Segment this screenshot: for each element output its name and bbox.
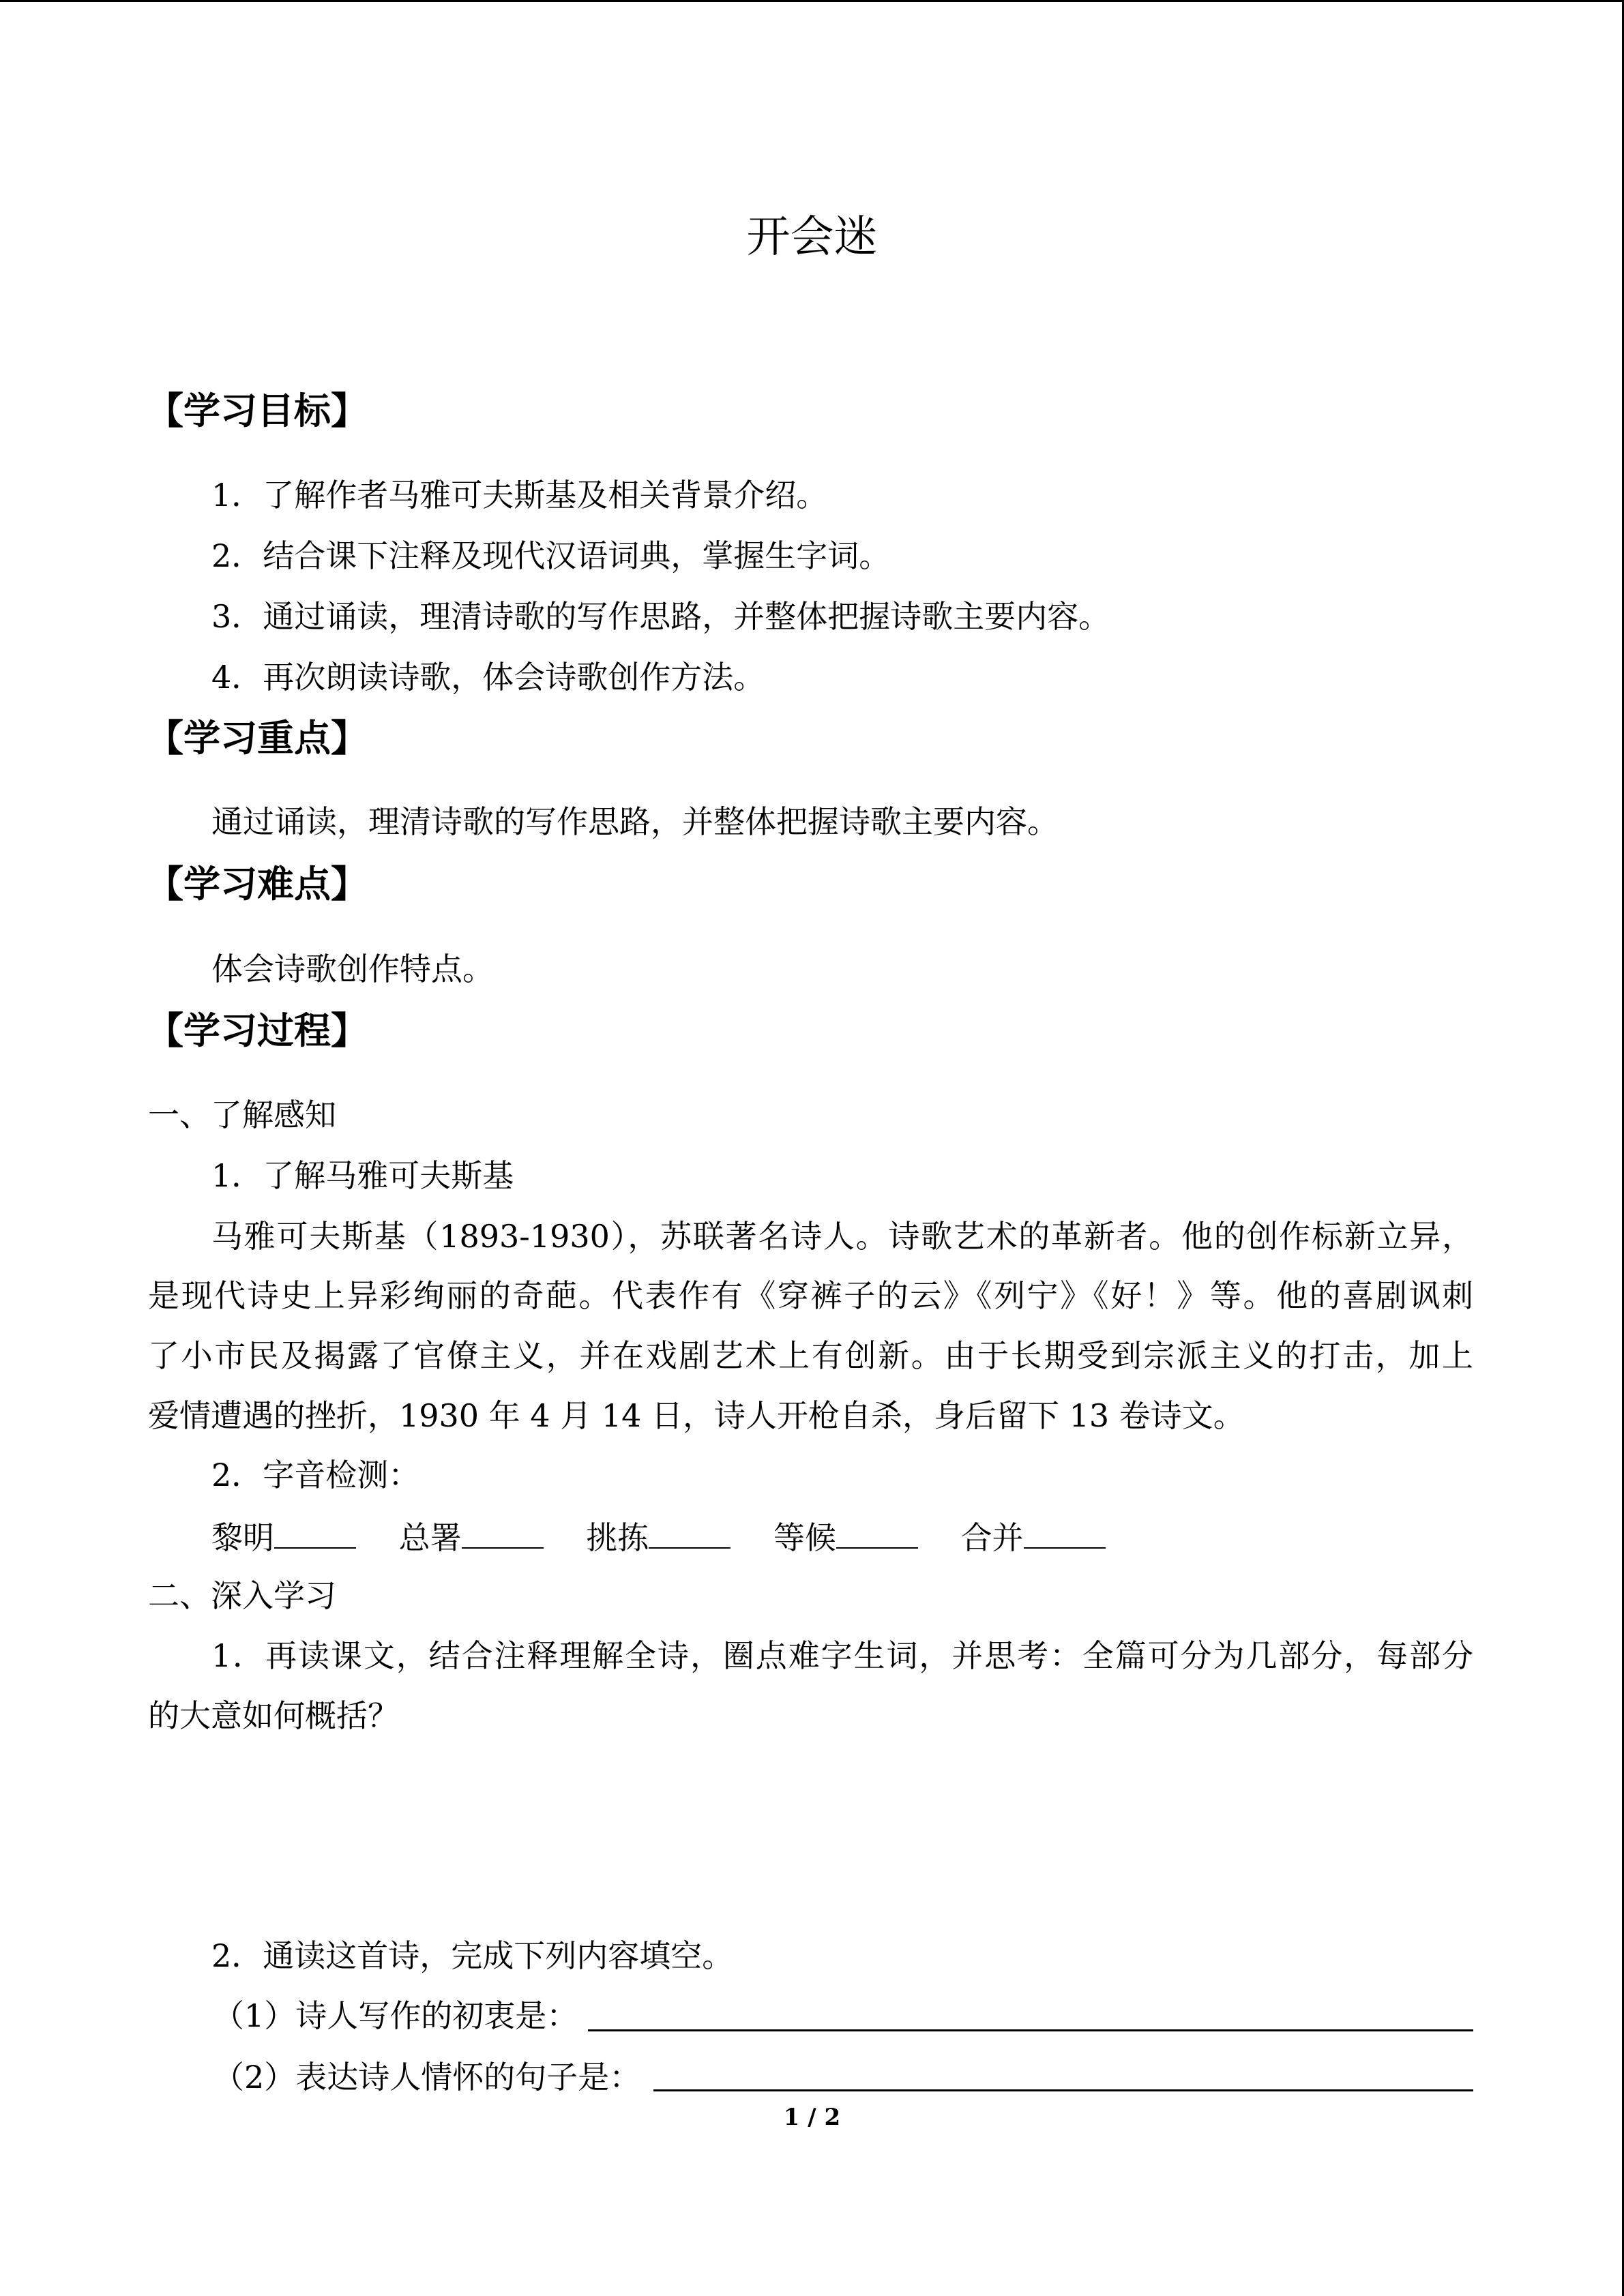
- goal-item: 3．通过诵读，理清诗歌的写作思路，并整体把握诗歌主要内容。: [211, 598, 1110, 635]
- part2-heading: 二、深入学习: [148, 1577, 336, 1614]
- key-point-text: 通过诵读，理清诗歌的写作思路，并整体把握诗歌主要内容。: [211, 803, 1059, 840]
- part1-item2-title: 2．字音检测：: [211, 1457, 420, 1493]
- pinyin-blank[interactable]: [1024, 1516, 1106, 1549]
- answer-line-2[interactable]: [653, 2089, 1473, 2091]
- section-heading-goals: 【学习目标】: [147, 389, 368, 432]
- word-label: 总署: [398, 1519, 462, 1556]
- bio-line: 马雅可夫斯基（1893-1930），苏联著名诗人。诗歌艺术的革新者。他的创作标新立异，: [211, 1218, 1473, 1255]
- pronunciation-row: [211, 1516, 1480, 1558]
- goal-item: 2．结合课下注释及现代汉语词典，掌握生字词。: [211, 537, 891, 574]
- goal-item: 1．了解作者马雅可夫斯基及相关背景介绍。: [211, 477, 828, 513]
- question-2-title: 2．通读这首诗，完成下列内容填空。: [211, 1937, 734, 1974]
- page-border-top: [0, 0, 1624, 2]
- answer-line-1[interactable]: [588, 2029, 1473, 2031]
- pinyin-blank[interactable]: [274, 1516, 356, 1549]
- pinyin-blank[interactable]: [649, 1516, 730, 1549]
- word-label: 合并: [960, 1519, 1024, 1556]
- question-1-line: 的大意如何概括？: [148, 1697, 399, 1734]
- pinyin-blank[interactable]: [462, 1516, 544, 1549]
- bio-line: 爱情遭遇的挫折，1930 年 4 月 14 日，诗人开枪自杀，身后留下 13 卷诗文。: [148, 1397, 1245, 1434]
- part1-heading: 一、了解感知: [148, 1097, 336, 1133]
- goal-item: 4．再次朗读诗歌，体会诗歌创作方法。: [211, 659, 765, 696]
- word-label: 等候: [773, 1519, 836, 1556]
- page-number: 1 / 2: [783, 2104, 841, 2131]
- part1-item1-title: 1．了解马雅可夫斯基: [211, 1157, 514, 1194]
- word-label: 黎明: [211, 1519, 274, 1556]
- difficulty-text: 体会诗歌创作特点。: [211, 951, 494, 987]
- bio-line: 了小市民及揭露了官僚主义，并在戏剧艺术上有创新。由于长期受到宗派主义的打击，加上: [148, 1337, 1473, 1374]
- question-1-line: 1．再读课文，结合注释理解全诗，圈点难字生词，并思考：全篇可分为几部分，每部分: [211, 1637, 1473, 1674]
- word-label: 挑拣: [586, 1519, 649, 1556]
- pinyin-blank[interactable]: [836, 1516, 918, 1549]
- section-heading-difficulty: 【学习难点】: [147, 863, 368, 906]
- section-heading-process: 【学习过程】: [147, 1009, 368, 1052]
- page-title: 开会迷: [746, 212, 878, 263]
- section-heading-key: 【学习重点】: [147, 717, 368, 760]
- question-2-sub-1: （1）诗人写作的初衷是：: [213, 1997, 578, 2034]
- question-2-sub-2: （2）表达诗人情怀的句子是：: [213, 2059, 641, 2096]
- bio-line: 是现代诗史上异彩绚丽的奇葩。代表作有《穿裤子的云》《列宁》《好！》等。他的喜剧讽刺: [148, 1277, 1473, 1314]
